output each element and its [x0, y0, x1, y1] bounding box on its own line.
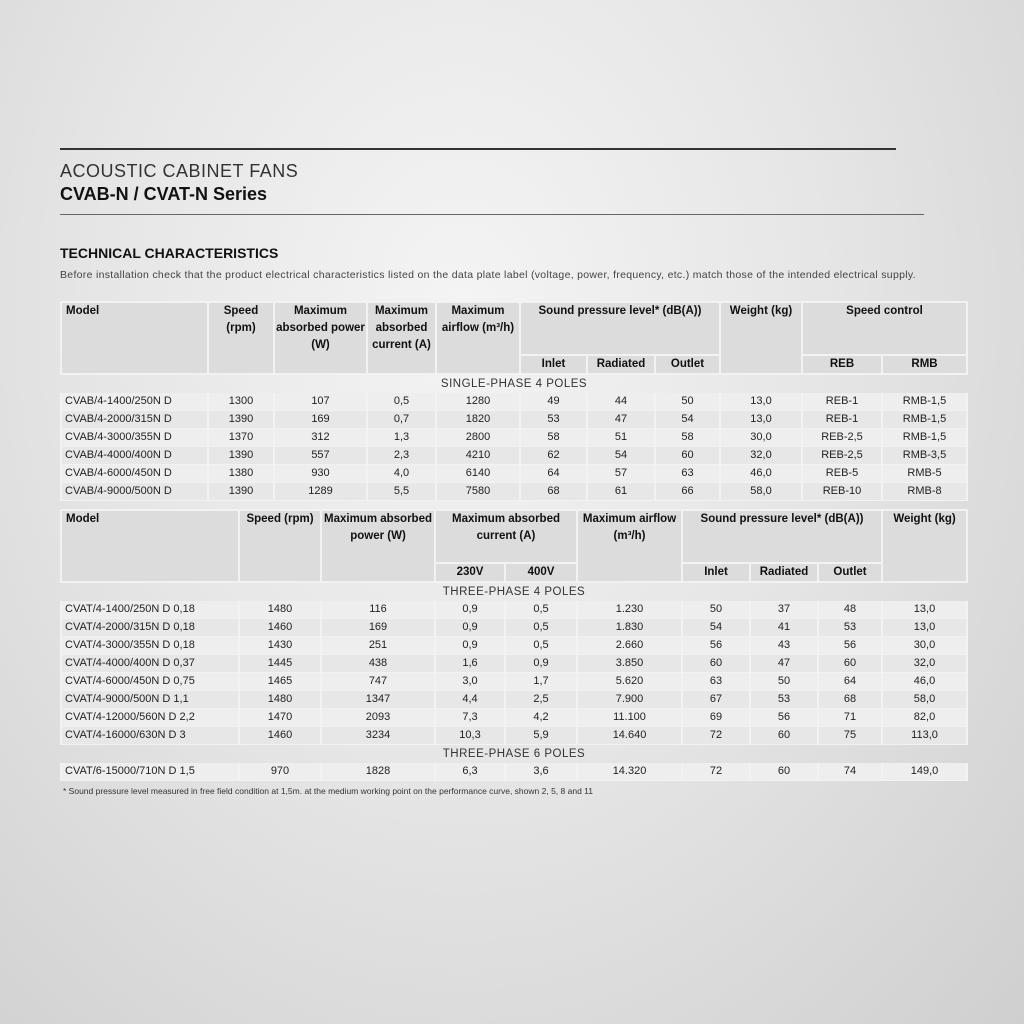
model-cell: CVAT/4-16000/630N D 3	[61, 727, 239, 745]
table-cell: 4,2	[505, 709, 577, 727]
table-cell: 13,0	[720, 393, 802, 411]
table-row	[61, 393, 967, 411]
table-cell: 32,0	[882, 655, 967, 673]
table-cell: 5,5	[367, 483, 436, 501]
table-cell: 149,0	[882, 763, 967, 781]
table-cell: 4210	[436, 447, 520, 465]
model-cell: CVAB/4-6000/450N D	[61, 465, 208, 483]
col-header-weight: Weight (kg)	[882, 510, 967, 582]
table-cell: 6140	[436, 465, 520, 483]
table-cell: 0,7	[367, 411, 436, 429]
table-cell: REB-1	[802, 393, 882, 411]
table-row	[61, 429, 967, 447]
table-cell: 46,0	[882, 673, 967, 691]
table-row	[61, 727, 967, 745]
table-cell: 0,9	[435, 637, 505, 655]
section-heading: TECHNICAL CHARACTERISTICS	[60, 245, 279, 261]
table-cell: 63	[655, 465, 720, 483]
col-header-230v: 230V	[435, 563, 505, 582]
col-header-speed-control: Speed control	[802, 302, 967, 355]
table-cell: 48	[818, 601, 882, 619]
table-cell: 56	[750, 709, 818, 727]
table-row	[61, 673, 967, 691]
band-three-phase-6: THREE-PHASE 6 POLES	[442, 747, 586, 760]
table-cell: 107	[274, 393, 367, 411]
table-cell: 1470	[239, 709, 321, 727]
col-header-speed: Speed (rpm)	[208, 302, 274, 374]
table-cell: 930	[274, 465, 367, 483]
table-cell: 1289	[274, 483, 367, 501]
table-cell: 1390	[208, 447, 274, 465]
table-row	[61, 691, 967, 709]
table-cell: 14.320	[577, 763, 682, 781]
table-cell: 4,0	[367, 465, 436, 483]
table-cell: REB-5	[802, 465, 882, 483]
model-cell: CVAT/4-9000/500N D 1,1	[61, 691, 239, 709]
table-cell: 1280	[436, 393, 520, 411]
table-cell: 47	[587, 411, 655, 429]
table-cell: 54	[587, 447, 655, 465]
table-cell: 251	[321, 637, 435, 655]
table-cell: REB-1	[802, 411, 882, 429]
table-cell: 60	[750, 763, 818, 781]
table-cell: RMB-1,5	[882, 429, 967, 447]
model-cell: CVAB/4-1400/250N D	[61, 393, 208, 411]
table-cell: 5.620	[577, 673, 682, 691]
table-cell: 1460	[239, 619, 321, 637]
table-cell: 1460	[239, 727, 321, 745]
table-cell: 1480	[239, 691, 321, 709]
table-cell: 44	[587, 393, 655, 411]
model-cell: CVAT/4-3000/355N D 0,18	[61, 637, 239, 655]
table-cell: 0,9	[435, 601, 505, 619]
table-cell: 0,5	[505, 619, 577, 637]
table-row	[61, 411, 967, 429]
title-rule	[60, 214, 924, 215]
table-row	[61, 465, 967, 483]
table-cell: 747	[321, 673, 435, 691]
table-cell: 4,4	[435, 691, 505, 709]
table-cell: 64	[520, 465, 587, 483]
table-cell: 58,0	[720, 483, 802, 501]
col-header-reb: REB	[802, 355, 882, 374]
table-cell: 10,3	[435, 727, 505, 745]
table-row	[61, 763, 967, 781]
table-row	[61, 637, 967, 655]
col-header-sound: Sound pressure level* (dB(A))	[520, 302, 720, 355]
table-cell: 0,5	[505, 601, 577, 619]
table-cell: RMB-1,5	[882, 411, 967, 429]
table-cell: 2800	[436, 429, 520, 447]
table-cell: 7.900	[577, 691, 682, 709]
table-cell: 60	[818, 655, 882, 673]
table-cell: REB-2,5	[802, 429, 882, 447]
table-cell: 1390	[208, 411, 274, 429]
footnote: * Sound pressure level measured in free field condition at 1,5m. at the medium working point on the performance curve, shown 2, 5, 8 and 11	[63, 786, 593, 796]
col-header-outlet: Outlet	[818, 563, 882, 582]
table-cell: 1820	[436, 411, 520, 429]
table-cell: 47	[750, 655, 818, 673]
table-cell: 3.850	[577, 655, 682, 673]
table-cell: 116	[321, 601, 435, 619]
table-cell: 72	[682, 763, 750, 781]
table-cell: 438	[321, 655, 435, 673]
table-cell: 51	[587, 429, 655, 447]
table-cell: 113,0	[882, 727, 967, 745]
model-cell: CVAT/4-1400/250N D 0,18	[61, 601, 239, 619]
table-cell: 60	[655, 447, 720, 465]
table-cell: 6,3	[435, 763, 505, 781]
table-cell: 1445	[239, 655, 321, 673]
table-cell: RMB-1,5	[882, 393, 967, 411]
table-cell: 1480	[239, 601, 321, 619]
table-cell: 49	[520, 393, 587, 411]
table-cell: 57	[587, 465, 655, 483]
table-cell: 56	[682, 637, 750, 655]
table-cell: 30,0	[720, 429, 802, 447]
col-header-power: Maximum absorbed power (W)	[274, 302, 367, 374]
table-cell: 74	[818, 763, 882, 781]
table-cell: 2.660	[577, 637, 682, 655]
model-cell: CVAT/6-15000/710N D 1,5	[61, 763, 239, 781]
table-cell: 61	[587, 483, 655, 501]
table-cell: 1300	[208, 393, 274, 411]
band-single-phase: SINGLE-PHASE 4 POLES	[440, 377, 588, 390]
table-cell: 2093	[321, 709, 435, 727]
table-cell: 53	[818, 619, 882, 637]
table-cell: 69	[682, 709, 750, 727]
page-title: ACOUSTIC CABINET FANS	[60, 161, 299, 181]
table-cell: 58,0	[882, 691, 967, 709]
table-cell: 312	[274, 429, 367, 447]
table-cell: 2,5	[505, 691, 577, 709]
table-cell: 60	[682, 655, 750, 673]
table-cell: 46,0	[720, 465, 802, 483]
col-header-rmb: RMB	[882, 355, 967, 374]
table-cell: 2,3	[367, 447, 436, 465]
col-header-current: Maximum absorbed current (A)	[435, 510, 577, 563]
top-rule	[60, 148, 896, 150]
table-row	[61, 619, 967, 637]
table-cell: 72	[682, 727, 750, 745]
col-header-model: Model	[61, 510, 239, 582]
table-cell: 169	[321, 619, 435, 637]
model-cell: CVAT/4-4000/400N D 0,37	[61, 655, 239, 673]
page-subtitle: CVAB-N / CVAT-N Series	[60, 184, 268, 204]
col-header-power: Maximum absorbed power (W)	[321, 510, 435, 582]
col-header-radiated: Radiated	[587, 355, 655, 374]
table-cell: 58	[520, 429, 587, 447]
table-cell: 0,5	[367, 393, 436, 411]
table-cell: 1.230	[577, 601, 682, 619]
table-cell: 3,0	[435, 673, 505, 691]
table-cell: 1,6	[435, 655, 505, 673]
model-cell: CVAB/4-3000/355N D	[61, 429, 208, 447]
table-cell: 43	[750, 637, 818, 655]
table-cell: 970	[239, 763, 321, 781]
model-cell: CVAB/4-4000/400N D	[61, 447, 208, 465]
model-cell: CVAB/4-9000/500N D	[61, 483, 208, 501]
table-cell: 68	[520, 483, 587, 501]
table-cell: 13,0	[720, 411, 802, 429]
table-cell: 0,9	[435, 619, 505, 637]
model-cell: CVAT/4-12000/560N D 2,2	[61, 709, 239, 727]
table-cell: 37	[750, 601, 818, 619]
table-row	[61, 447, 967, 465]
table-cell: 82,0	[882, 709, 967, 727]
table-cell: 1430	[239, 637, 321, 655]
table-cell: 53	[750, 691, 818, 709]
col-header-inlet: Inlet	[520, 355, 587, 374]
table-cell: RMB-8	[882, 483, 967, 501]
table-cell: 50	[655, 393, 720, 411]
table-cell: 71	[818, 709, 882, 727]
table-cell: 1828	[321, 763, 435, 781]
table-cell: 3,6	[505, 763, 577, 781]
table-cell: 1.830	[577, 619, 682, 637]
model-cell: CVAT/4-2000/315N D 0,18	[61, 619, 239, 637]
table-cell: 67	[682, 691, 750, 709]
table-cell: 58	[655, 429, 720, 447]
intro-text: Before installation check that the product electrical characteristics listed on the data plate label (voltage, power, frequency, etc.) match those of the intended electrical supply.	[60, 269, 916, 281]
col-header-airflow: Maximum airflow (m³/h)	[436, 302, 520, 374]
col-header-speed: Speed (rpm)	[239, 510, 321, 582]
col-header-model: Model	[61, 302, 208, 374]
table-cell: 5,9	[505, 727, 577, 745]
table-cell: 41	[750, 619, 818, 637]
table-cell: 54	[682, 619, 750, 637]
table-cell: 32,0	[720, 447, 802, 465]
table-cell: 53	[520, 411, 587, 429]
table-cell: 13,0	[882, 619, 967, 637]
table-cell: 56	[818, 637, 882, 655]
col-header-current: Maximum absorbed current (A)	[367, 302, 436, 374]
table-cell: 557	[274, 447, 367, 465]
col-header-outlet: Outlet	[655, 355, 720, 374]
table-cell: 75	[818, 727, 882, 745]
table-cell: 60	[750, 727, 818, 745]
table-cell: 1347	[321, 691, 435, 709]
table-cell: 1390	[208, 483, 274, 501]
table-cell: 30,0	[882, 637, 967, 655]
table-cell: 0,9	[505, 655, 577, 673]
table-cell: REB-10	[802, 483, 882, 501]
table-cell: 169	[274, 411, 367, 429]
col-header-airflow: Maximum airflow (m³/h)	[577, 510, 682, 582]
table-cell: 50	[750, 673, 818, 691]
table-cell: 68	[818, 691, 882, 709]
table-cell: 3234	[321, 727, 435, 745]
three-phase-table	[60, 509, 968, 781]
table-cell: RMB-5	[882, 465, 967, 483]
table-cell: 14.640	[577, 727, 682, 745]
table-cell: 1,3	[367, 429, 436, 447]
table-row	[61, 709, 967, 727]
table-cell: 7580	[436, 483, 520, 501]
band-three-phase-4: THREE-PHASE 4 POLES	[442, 585, 586, 598]
col-header-inlet: Inlet	[682, 563, 750, 582]
table-cell: REB-2,5	[802, 447, 882, 465]
table-row	[61, 655, 967, 673]
table-cell: 64	[818, 673, 882, 691]
table-cell: 1370	[208, 429, 274, 447]
single-phase-table	[60, 301, 968, 501]
table-cell: 66	[655, 483, 720, 501]
table-cell: 62	[520, 447, 587, 465]
col-header-weight: Weight (kg)	[720, 302, 802, 374]
table-row	[61, 601, 967, 619]
table-cell: 13,0	[882, 601, 967, 619]
model-cell: CVAT/4-6000/450N D 0,75	[61, 673, 239, 691]
table-cell: 11.100	[577, 709, 682, 727]
table-cell: 7,3	[435, 709, 505, 727]
table-cell: 0,5	[505, 637, 577, 655]
table-cell: 54	[655, 411, 720, 429]
table-row	[61, 483, 967, 501]
table-cell: 50	[682, 601, 750, 619]
table-cell: RMB-3,5	[882, 447, 967, 465]
table-cell: 1465	[239, 673, 321, 691]
table-cell: 1,7	[505, 673, 577, 691]
table-cell: 63	[682, 673, 750, 691]
col-header-sound: Sound pressure level* (dB(A))	[682, 510, 882, 563]
table-cell: 1380	[208, 465, 274, 483]
col-header-radiated: Radiated	[750, 563, 818, 582]
model-cell: CVAB/4-2000/315N D	[61, 411, 208, 429]
col-header-400v: 400V	[505, 563, 577, 582]
